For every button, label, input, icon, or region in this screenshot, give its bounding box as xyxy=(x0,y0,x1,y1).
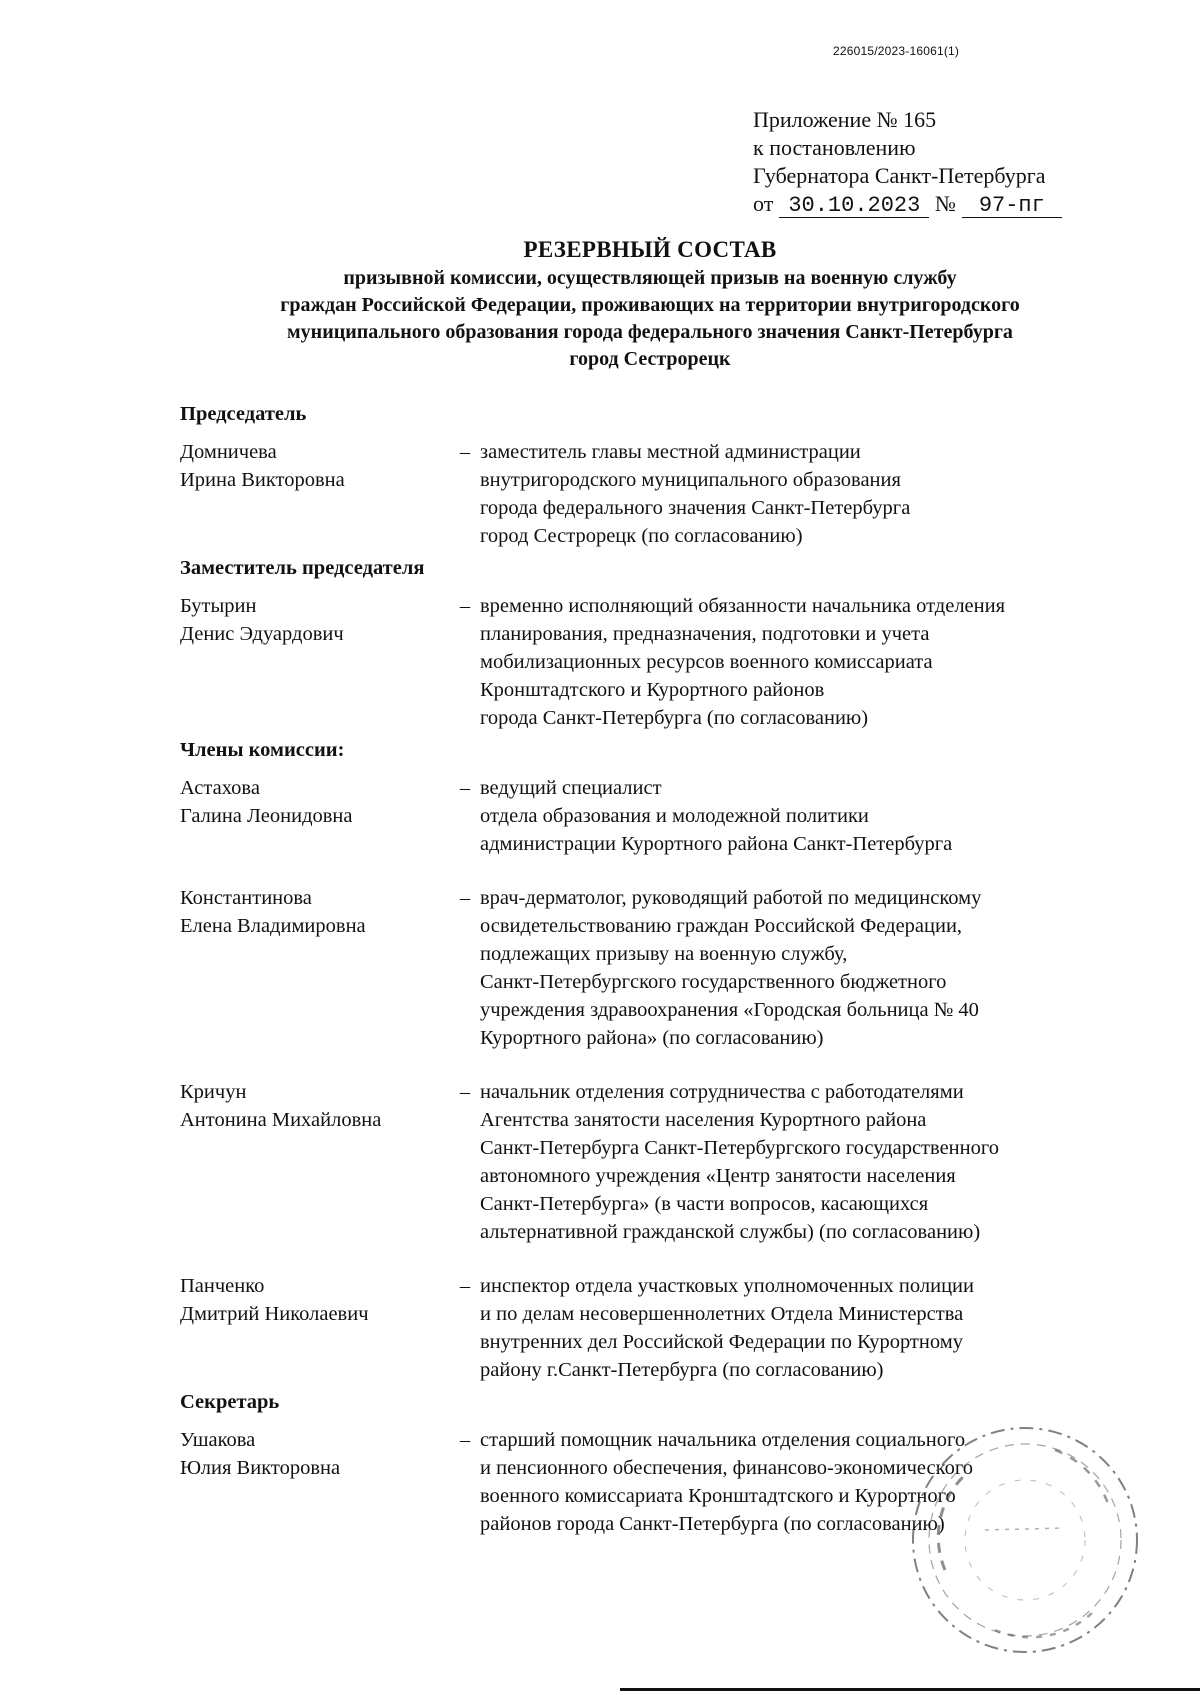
date-prefix: от xyxy=(753,191,774,216)
title-line-3: муниципального образования города федерального значения Санкт-Петербурга xyxy=(287,321,1013,343)
member-position: начальник отделения сотрудничества с работодателями Агентства занятости населения Курортного района Санкт-Петербурга Санкт-Петербургского государственного автономного учреждения «Центр занятости населения Санкт-Петербурга» (в части вопросов, касающихся альтернативной гражданской службы) (по согласованию) xyxy=(480,1081,1000,1243)
member-name: Константинова Елена Владимировна xyxy=(180,887,366,937)
section-title-deputy: Заместитель председателя xyxy=(180,557,425,579)
member-position: заместитель главы местной администрации внутригородского муниципального образования города федерального значения Санкт-Петербурга город Сестрорецк (по согласованию) xyxy=(480,441,911,547)
member-position: инспектор отдела участковых уполномоченных полиции и по делам несовершеннолетних Отдела Министерства внутренних дел Российской Федерации по Курортному району г.Санкт-Петербурга (по согласованию) xyxy=(480,1275,974,1381)
decree-number: 97-пг xyxy=(962,195,1062,218)
member-position: старший помощник начальника отделения социального и пенсионного обеспечения, финансово-экономического военного комиссариата Кронштадтского и Курортного районов города Санкт-Петербурга (по согласованию) xyxy=(480,1429,973,1535)
decree-date: 30.10.2023 xyxy=(779,195,929,218)
commission-list xyxy=(180,400,1120,1538)
appendix-issuer: Губернатора Санкт-Петербурга xyxy=(753,163,1046,188)
appendix-date-line xyxy=(753,190,1062,218)
member-position: врач-дерматолог, руководящий работой по медицинскому освидетельствованию граждан Российской Федерации, подлежащих призыву на военную службу, Санкт-Петербургского государственного бюджетного учреждения здравоохранения «Городская больница № 40 Курортного района» (по согласованию) xyxy=(480,887,982,1049)
dash-separator: – xyxy=(459,441,471,463)
member-name: Кричун Антонина Михайловна xyxy=(180,1081,382,1131)
member-position: временно исполняющий обязанности начальника отделения планирования, предназначения, подготовки и учета мобилизационных ресурсов военного комиссариата Кронштадтского и Курортного районов города Санкт-Петербурга (по согласованию) xyxy=(480,595,1006,729)
appendix-reference: к постановлению xyxy=(753,135,916,160)
member-entry xyxy=(180,774,1120,858)
dash-separator: – xyxy=(459,887,471,909)
dash-separator: – xyxy=(459,595,471,617)
title-line-4: город Сестрорецк xyxy=(569,348,731,370)
member-name: Ушакова Юлия Викторовна xyxy=(180,1429,341,1479)
appendix-number: Приложение № 165 xyxy=(753,107,937,132)
section-title-secretary: Секретарь xyxy=(180,1391,280,1413)
member-name: Астахова Галина Леонидовна xyxy=(180,777,353,827)
member-name: Домничева Ирина Викторовна xyxy=(180,441,345,491)
title-line-2: граждан Российской Федерации, проживающих на территории внутригородского xyxy=(280,294,1020,316)
number-prefix: № xyxy=(934,191,956,216)
member-chairman xyxy=(180,438,1120,550)
member-deputy xyxy=(180,592,1120,732)
member-entry xyxy=(180,1078,1120,1246)
member-entry xyxy=(180,1272,1120,1384)
official-stamp xyxy=(905,1420,1145,1660)
dash-separator: – xyxy=(459,777,471,799)
document-title xyxy=(120,235,1180,373)
title-main: РЕЗЕРВНЫЙ СОСТАВ xyxy=(523,237,777,262)
dash-separator: – xyxy=(459,1275,471,1297)
document-registration-number: 226015/2023-16061(1) xyxy=(833,44,960,58)
dash-separator: – xyxy=(459,1429,471,1451)
member-name: Панченко Дмитрий Николаевич xyxy=(180,1275,369,1325)
member-position: ведущий специалист отдела образования и молодежной политики администрации Курортного района Санкт-Петербурга xyxy=(480,777,953,855)
dash-separator: – xyxy=(459,1081,471,1103)
footer-rule xyxy=(620,1688,1200,1691)
member-entry xyxy=(180,884,1120,1052)
section-title-members: Члены комиссии: xyxy=(180,739,345,761)
member-name: Бутырин Денис Эдуардович xyxy=(180,595,344,645)
appendix-header xyxy=(753,106,1062,218)
section-title-chairman: Председатель xyxy=(180,403,307,425)
title-line-1: призывной комиссии, осуществляющей призыв на военную службу xyxy=(343,267,957,289)
